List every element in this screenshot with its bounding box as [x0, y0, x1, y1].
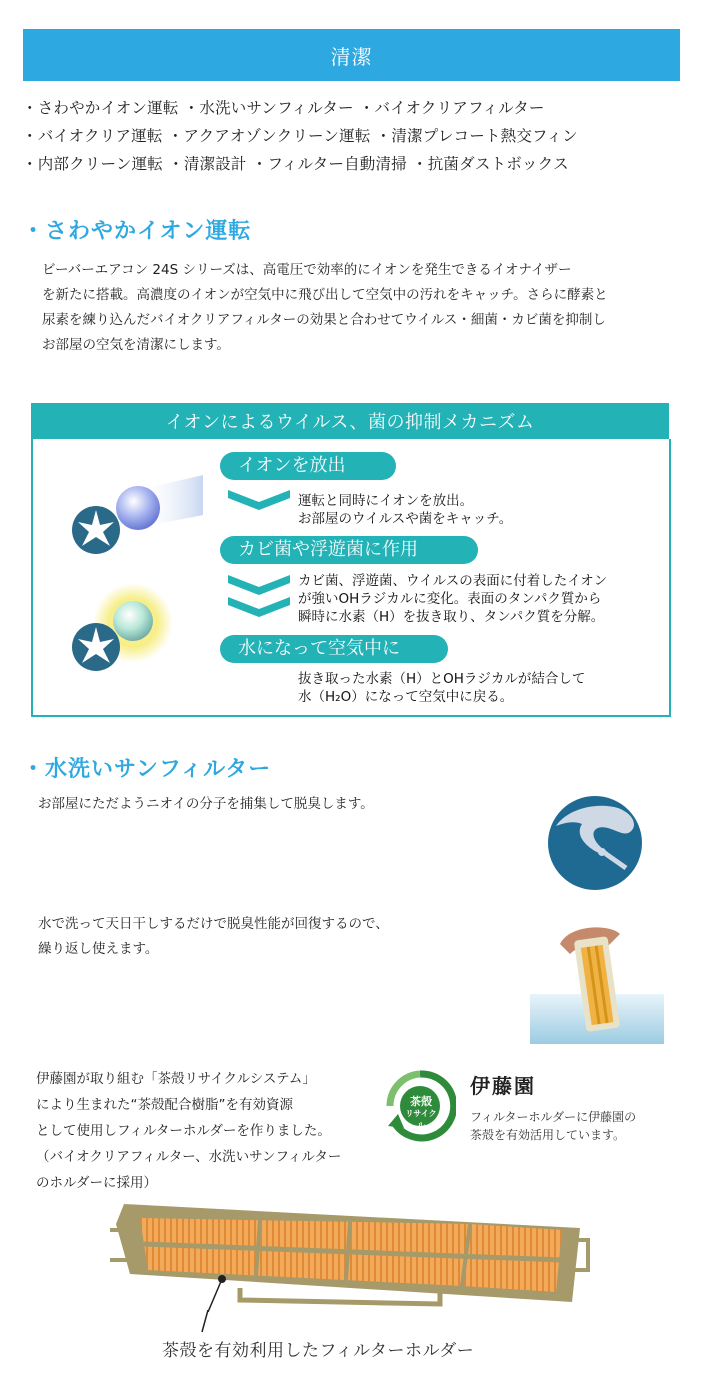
itoen-description: 伊藤園が取り組む「茶殻リサイクルシステム」 により生まれた“茶殻配合樹脂”を有効資源 として使用しフィルターホルダーを作りました。 （バイオクリアフィルター、水洗いサンフィルター のホルダーに採用） [36, 1071, 342, 1191]
step-ion-release-text: 運転と同時にイオンを放出。 お部屋のウイルスや菌をキャッチ。 [298, 493, 513, 527]
deodorize-icon [548, 796, 642, 890]
feature-line-3: ・内部クリーン運転 ・清潔設計 ・フィルター自動清掃 ・抗菌ダストボックス [22, 155, 569, 173]
filter-holder-caption: 茶殻を有効利用したフィルターホルダー [162, 1341, 475, 1361]
itoen-brand: 伊藤園 [470, 1074, 536, 1098]
mechanism-title: イオンによるウイルス、菌の抑制メカニズム [31, 403, 669, 439]
section-header: 清潔 [23, 29, 680, 81]
ion-section-title: ・さわやかイオン運転 [22, 219, 252, 244]
caption-pointer-line [192, 1310, 222, 1334]
feature-line-2: ・バイオクリア運転 ・アクアオゾンクリーン運転 ・清潔プレコート熱交フィン [22, 127, 578, 145]
tea-recycle-logo-text: 茶殻 リサイクル [405, 1095, 437, 1130]
step-water-text: 抜き取った水素（H）とOHラジカルが結合して 水（H₂O）になって空気中に戻る。 [298, 671, 586, 705]
filter-holder-photo [110, 1200, 590, 1312]
ion-release-illustration [58, 470, 208, 570]
filter-text-2: 水で洗って天日干しするだけで脱臭性能が回復するので、 繰り返し使えます。 [38, 916, 389, 957]
chevron-down-icon [228, 575, 290, 595]
feature-line-1: ・さわやかイオン運転 ・水洗いサンフィルター ・バイオクリアフィルター [22, 99, 545, 117]
step-fungus-text: カビ菌、浮遊菌、ウイルスの表面に付着したイオン が強いOHラジカルに変化。表面のタンパク質から 瞬時に水素（H）を抜き取り、タンパク質を分解。 [298, 573, 608, 625]
itoen-brand-note: フィルターホルダーに伊藤園の 茶殻を有効活用しています。 [470, 1110, 637, 1142]
step-fungus-label: カビ菌や浮遊菌に作用 [220, 536, 478, 564]
step-water-label: 水になって空気中に [220, 635, 448, 663]
chevron-down-icon [228, 490, 290, 510]
filter-section-title: ・水洗いサンフィルター [22, 757, 272, 782]
fungus-illustration [58, 583, 188, 683]
filter-washing-photo [530, 924, 664, 1044]
chevron-down-icon [228, 597, 290, 617]
step-ion-release-label: イオンを放出 [220, 452, 396, 480]
ion-section-text: ビーバーエアコン 24S シリーズは、高電圧で効率的にイオンを発生できるイオナイザー を新たに搭載。高濃度のイオンが空気中に飛び出して空気中の汚れをキャッチ。さらに酵素と 尿素を練り込んだバイオクリアフィルターの効果と合わせてウイルス・細菌・カビ菌を抑制し お部屋の空気を清潔にします。 [42, 262, 608, 353]
filter-text-1: お部屋にただようニオイの分子を捕集して脱臭します。 [38, 796, 374, 812]
